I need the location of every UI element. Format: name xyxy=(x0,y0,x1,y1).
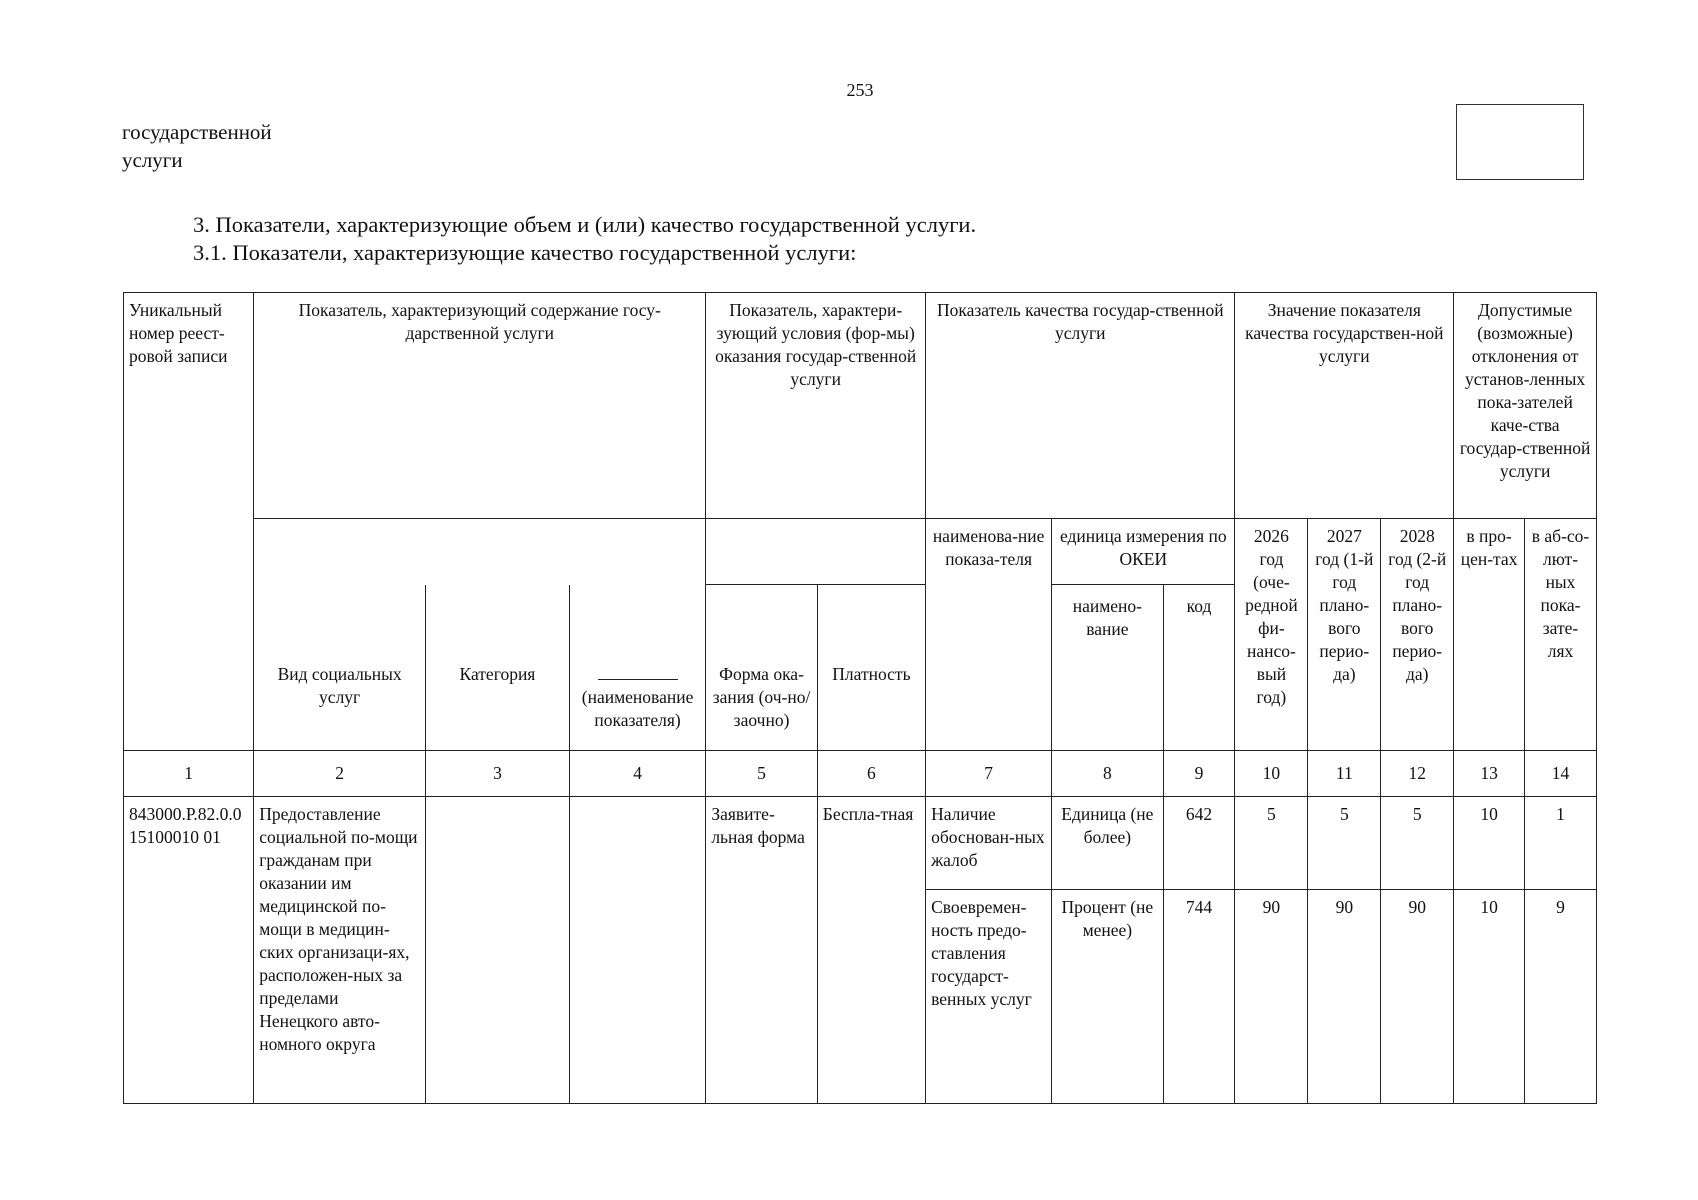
header-category: Категория xyxy=(426,585,570,751)
conditions-spacer xyxy=(706,519,926,585)
page-number: 253 xyxy=(846,80,874,100)
header-in-absolute: в аб-со-лют-ных пока-зате-лях xyxy=(1525,519,1597,751)
left-label xyxy=(122,118,272,174)
header-year-2027: 2027 год (1-й год плано-вого перио-да) xyxy=(1308,519,1381,751)
value-2027: 90 xyxy=(1308,890,1381,1104)
category-cell xyxy=(426,797,570,1104)
payment-cell: Беспла-тная xyxy=(817,797,925,1104)
column-number: 3 xyxy=(426,751,570,797)
header-conditions-indicator: Показатель, характери-зующий условия (фор-мы) оказания государ-ственной услуги xyxy=(706,293,926,519)
quality-indicators-table xyxy=(123,292,1597,1104)
header-okei-name: наимено-вание xyxy=(1052,585,1163,751)
left-label-line-2: услуги xyxy=(122,148,183,172)
column-number: 7 xyxy=(926,751,1052,797)
registry-number: 843000.Р.82.0.015100010 01 xyxy=(124,797,254,1104)
left-label-line-1: государственной xyxy=(122,120,272,144)
indicator-code: 744 xyxy=(1163,890,1235,1104)
code-box xyxy=(1456,104,1584,180)
column-number: 1 xyxy=(124,751,254,797)
deviation-absolute: 1 xyxy=(1525,797,1597,890)
header-okei-unit: единица измерения по ОКЕИ xyxy=(1052,519,1235,585)
section-heading-3-1: 3.1. Показатели, характеризующие качество государственной услуги: xyxy=(193,240,857,265)
indicator-blank-cell xyxy=(569,797,705,1104)
indicator-name: Своевремен-ность предо-ставления государст-венных услуг xyxy=(926,890,1052,1104)
header-year-2028: 2028 год (2-й год плано-вого перио-да) xyxy=(1381,519,1454,751)
column-number: 13 xyxy=(1454,751,1525,797)
deviation-percent: 10 xyxy=(1454,797,1525,890)
column-numbers-row xyxy=(124,751,1597,797)
column-number: 12 xyxy=(1381,751,1454,797)
table-row xyxy=(124,797,1597,890)
header-quality-value: Значение показателя качества государствен-ной услуги xyxy=(1235,293,1454,519)
deviation-absolute: 9 xyxy=(1525,890,1597,1104)
column-number: 6 xyxy=(817,751,925,797)
header-unique-number: Уникальный номер реест-ровой записи xyxy=(124,293,254,751)
content-spacer xyxy=(254,519,706,585)
header-social-service-type: Вид социальных услуг xyxy=(254,585,426,751)
section-heading-3: 3. Показатели, характеризующие объем и (или) качество государственной услуги. xyxy=(193,212,977,237)
value-2027: 5 xyxy=(1308,797,1381,890)
column-number: 2 xyxy=(254,751,426,797)
deviation-percent: 10 xyxy=(1454,890,1525,1104)
header-quality-indicator: Показатель качества государ-ственной услуги xyxy=(926,293,1235,519)
indicator-name: Наличие обоснован-ных жалоб xyxy=(926,797,1052,890)
column-number: 9 xyxy=(1163,751,1235,797)
header-okei-code: код xyxy=(1163,585,1235,751)
indicator-unit: Единица (не более) xyxy=(1052,797,1163,890)
value-2026: 90 xyxy=(1235,890,1308,1104)
service-type: Предоставление социальной по-мощи гражданам при оказании им медицинской по-мощи в медицин-ских организаци-ях, расположен-ных за пределами Ненецкого авто-номного округа xyxy=(254,797,426,1104)
header-deviations: Допустимые (возможные) отклонения от установ-ленных пока-зателей каче-ства государ-ственной услуги xyxy=(1454,293,1597,519)
header-payment: Платность xyxy=(817,585,925,751)
form-cell: Заявите-льная форма xyxy=(706,797,817,1104)
header-in-percent: в про-цен-тах xyxy=(1454,519,1525,751)
indicator-code: 642 xyxy=(1163,797,1235,890)
value-2028: 5 xyxy=(1381,797,1454,890)
column-number: 11 xyxy=(1308,751,1381,797)
value-2028: 90 xyxy=(1381,890,1454,1104)
column-number: 10 xyxy=(1235,751,1308,797)
blank-line xyxy=(598,665,678,680)
header-indicator-blank-label: (наименование показателя) xyxy=(581,686,694,730)
header-form-of-service: Форма ока-зания (оч-но/заочно) xyxy=(706,585,817,751)
header-year-2026: 2026 год (оче-редной фи-нансо-вый год) xyxy=(1235,519,1308,751)
column-number: 4 xyxy=(569,751,705,797)
column-number: 14 xyxy=(1525,751,1597,797)
header-indicator-blank xyxy=(569,585,705,751)
header-indicator-name: наименова-ние показа-теля xyxy=(926,519,1052,751)
header-content-indicator: Показатель, характеризующий содержание госу-дарственной услуги xyxy=(254,293,706,519)
column-number: 8 xyxy=(1052,751,1163,797)
value-2026: 5 xyxy=(1235,797,1308,890)
column-number: 5 xyxy=(706,751,817,797)
indicator-unit: Процент (не менее) xyxy=(1052,890,1163,1104)
